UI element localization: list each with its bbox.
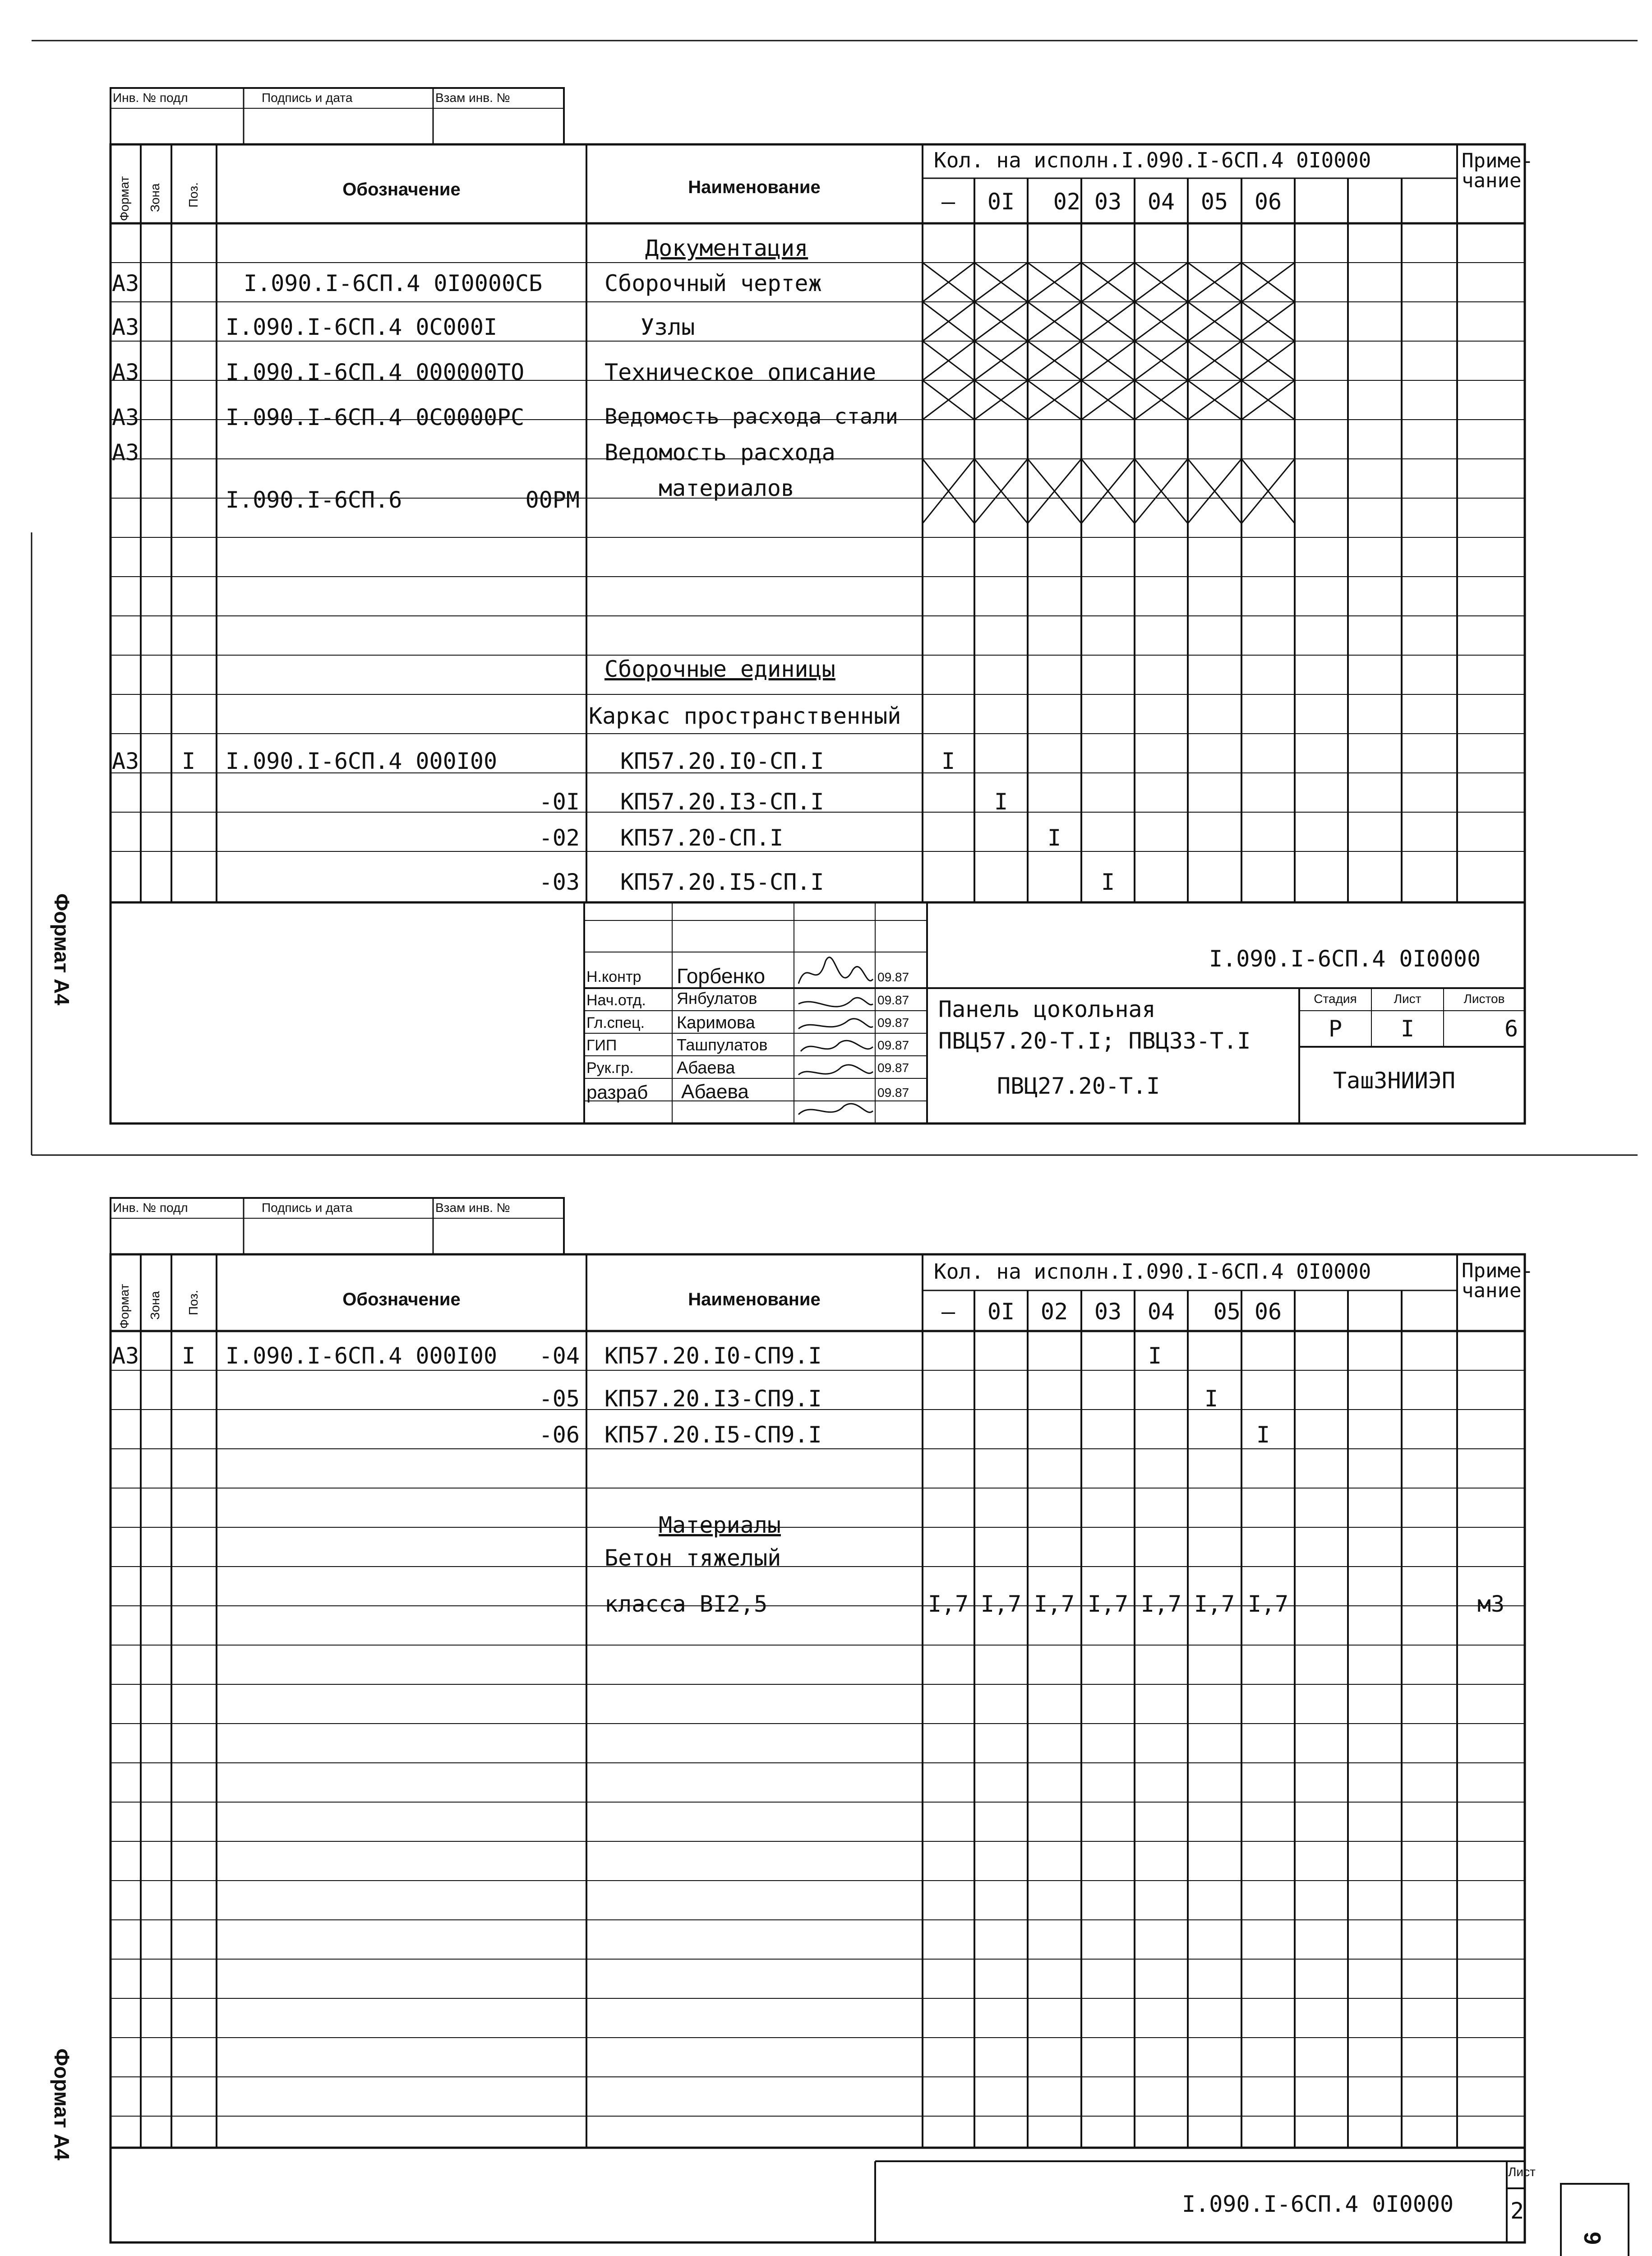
row-name: КП57.20.I3-СП9.I bbox=[605, 1386, 822, 1412]
row-name: Материалы bbox=[659, 1512, 781, 1538]
date: 09.87 bbox=[877, 1016, 909, 1030]
row-name: КП57.20.I5-СП.I bbox=[620, 869, 824, 895]
row-format: А3 bbox=[112, 270, 139, 296]
row-designation: I.090.I-6СП.4 000I00 bbox=[226, 1343, 498, 1369]
row-name: Сборочные единицы bbox=[605, 656, 835, 682]
sheets-value: 6 bbox=[1504, 1016, 1518, 1042]
row-designation-suffix: -02 bbox=[539, 825, 580, 851]
row-designation-suffix: -04 bbox=[539, 1343, 580, 1369]
title-line-1: Панель цокольная bbox=[938, 996, 1156, 1022]
row-name: КП57.20.I0-СП.I bbox=[620, 748, 824, 774]
variant-2: 02 bbox=[1040, 1299, 1068, 1325]
date: 09.87 bbox=[877, 1038, 909, 1052]
person: Каримова bbox=[677, 1013, 755, 1032]
role: Нач.отд. bbox=[586, 992, 646, 1009]
row-format: А3 bbox=[112, 1343, 139, 1369]
row-format: А3 bbox=[112, 404, 139, 430]
approval-sign-label: Подпись и дата bbox=[262, 91, 353, 105]
approval-sign-label: Подпись и дата bbox=[262, 1201, 353, 1215]
row-name: КП57.20.I0-СП9.I bbox=[605, 1343, 822, 1369]
row-qty: I bbox=[1148, 1343, 1162, 1369]
qty-caption: Кол. на исполн.I.090.I-6СП.4 0I0000 bbox=[934, 148, 1371, 172]
title-line-3: ПВЦ27.20-Т.I bbox=[997, 1073, 1160, 1099]
row-qty: I,7 bbox=[1194, 1591, 1235, 1617]
col-pos: Поз. bbox=[186, 1290, 200, 1315]
row-qty: I,7 bbox=[980, 1591, 1022, 1617]
col-format: Формат bbox=[117, 176, 131, 221]
date: 09.87 bbox=[877, 1061, 909, 1075]
row-qty: I,7 bbox=[1140, 1591, 1182, 1617]
format-side-label: Формат А4 bbox=[50, 893, 74, 1005]
row-designation-suffix: 00РМ bbox=[525, 487, 580, 513]
variant-5: 05 bbox=[1213, 1299, 1241, 1325]
footer-sheet-label: Лист bbox=[1508, 2165, 1536, 2179]
qty-caption: Кол. на исполн.I.090.I-6СП.4 0I0000 bbox=[934, 1259, 1371, 1284]
col-zone: Зона bbox=[148, 183, 162, 212]
row-qty: I,7 bbox=[1034, 1591, 1075, 1617]
title-line-2: ПВЦ57.20-Т.I; ПВЦ33-Т.I bbox=[938, 1028, 1251, 1054]
sheet-label: Лист bbox=[1394, 992, 1421, 1006]
row-format: А3 bbox=[112, 439, 139, 466]
footer-sheet-number: 2 bbox=[1510, 2198, 1524, 2224]
role: ГИП bbox=[586, 1037, 617, 1054]
person: Абаева bbox=[681, 1081, 749, 1103]
row-designation-suffix: -06 bbox=[539, 1422, 580, 1448]
role: Гл.спец. bbox=[586, 1014, 645, 1031]
col-note: Приме- чание bbox=[1462, 149, 1533, 192]
row-qty: I bbox=[1256, 1422, 1270, 1448]
row-name: Техническое описание bbox=[605, 359, 877, 385]
row-qty: I,7 bbox=[1247, 1591, 1289, 1617]
variant-1: 0I bbox=[987, 189, 1015, 215]
title-doc-number: I.090.I-6СП.4 0I0000 bbox=[1209, 946, 1481, 972]
col-name: Наименование bbox=[688, 177, 821, 197]
variant-3: 03 bbox=[1094, 1299, 1122, 1325]
row-pos: I bbox=[181, 1343, 196, 1369]
row-format: А3 bbox=[112, 314, 139, 340]
col-designation: Обозначение bbox=[342, 180, 461, 199]
row-name: Узлы bbox=[641, 314, 695, 340]
variant-2: 02 bbox=[1053, 189, 1080, 215]
col-format: Формат bbox=[117, 1284, 131, 1329]
row-format: А3 bbox=[112, 748, 139, 774]
variant-6: 06 bbox=[1254, 1299, 1282, 1325]
variant-6: 06 bbox=[1254, 189, 1282, 215]
row-qty: I,7 bbox=[1087, 1591, 1129, 1617]
col-note: Приме- чание bbox=[1462, 1259, 1533, 1302]
row-note: м3 bbox=[1477, 1591, 1505, 1617]
approval-inv-label: Инв. № подл bbox=[113, 91, 188, 105]
row-qty: I bbox=[994, 789, 1008, 815]
footer-doc-number: I.090.I-6СП.4 0I0000 bbox=[1182, 2191, 1454, 2217]
format-side-label-2: Формат А4 bbox=[50, 2048, 74, 2160]
variant-4: 04 bbox=[1147, 189, 1175, 215]
approval-replace-label: Взам инв. № bbox=[435, 91, 510, 105]
row-format: А3 bbox=[112, 359, 139, 385]
row-name: Бетон тяжелый bbox=[605, 1545, 781, 1571]
variant-0: — bbox=[941, 189, 955, 215]
variant-4: 04 bbox=[1147, 1299, 1175, 1325]
row-qty: I bbox=[1204, 1386, 1218, 1412]
variant-5: 05 bbox=[1200, 189, 1228, 215]
row-name: класса ВI2,5 bbox=[605, 1591, 768, 1617]
row-name: КП57.20.I3-СП.I bbox=[620, 789, 824, 815]
row-designation-suffix: -03 bbox=[539, 869, 580, 895]
row-qty: I bbox=[1047, 825, 1061, 851]
row-designation-suffix: -05 bbox=[539, 1386, 580, 1412]
row-name: Ведомость расхода bbox=[605, 439, 835, 466]
person: Янбулатов bbox=[677, 989, 757, 1008]
sheets-label: Листов bbox=[1463, 992, 1505, 1006]
person: Горбенко bbox=[677, 964, 766, 988]
row-qty: I bbox=[1101, 869, 1115, 895]
row-pos: I bbox=[181, 748, 196, 774]
col-pos: Поз. bbox=[186, 182, 200, 208]
approval-inv-label: Инв. № подл bbox=[113, 1201, 188, 1215]
approval-replace-label: Взам инв. № bbox=[435, 1201, 510, 1215]
col-zone: Зона bbox=[148, 1291, 162, 1320]
date: 09.87 bbox=[877, 1086, 909, 1100]
row-qty: I,7 bbox=[928, 1591, 969, 1617]
variant-0: — bbox=[941, 1299, 955, 1325]
col-designation: Обозначение bbox=[342, 1290, 461, 1309]
role: разраб bbox=[586, 1082, 648, 1103]
row-designation: I.090.I-6СП.4 0I0000СБ bbox=[244, 270, 543, 296]
row-name: материалов bbox=[659, 475, 795, 501]
variant-1: 0I bbox=[987, 1299, 1015, 1325]
organization: ТашЗНИИЭП bbox=[1333, 1068, 1455, 1094]
person: Абаева bbox=[677, 1059, 735, 1077]
row-designation: I.090.I-6СП.6 bbox=[226, 487, 402, 513]
row-designation-suffix: -0I bbox=[539, 789, 580, 815]
row-designation: I.090.I-6СП.4 0С000I bbox=[226, 314, 498, 340]
row-name: КП57.20-СП.I bbox=[620, 825, 784, 851]
col-name: Наименование bbox=[688, 1290, 821, 1309]
role: Рук.гр. bbox=[586, 1059, 634, 1077]
row-qty: I bbox=[941, 748, 955, 774]
row-name: Сборочный чертеж bbox=[605, 270, 822, 296]
row-designation: I.090.I-6СП.4 000I00 bbox=[226, 748, 498, 774]
sheet-value: I bbox=[1400, 1016, 1415, 1042]
row-designation: I.090.I-6СП.4 0С0000РС bbox=[226, 404, 525, 430]
row-name: Ведомость расхода стали bbox=[605, 404, 898, 429]
row-name: КП57.20.I5-СП9.I bbox=[605, 1422, 822, 1448]
row-name: Каркас пространственный bbox=[589, 703, 901, 729]
row-designation: I.090.I-6СП.4 000000ТО bbox=[226, 359, 525, 385]
variant-3: 03 bbox=[1094, 189, 1122, 215]
row-name: Документация bbox=[645, 235, 808, 261]
stage-value: Р bbox=[1328, 1016, 1343, 1042]
stage-label: Стадия bbox=[1314, 992, 1357, 1006]
date: 09.87 bbox=[877, 970, 909, 984]
person: Ташпулатов bbox=[677, 1036, 768, 1054]
role: Н.контр bbox=[586, 968, 641, 985]
page-corner-number: 6 bbox=[1580, 2232, 1606, 2245]
date: 09.87 bbox=[877, 993, 909, 1007]
